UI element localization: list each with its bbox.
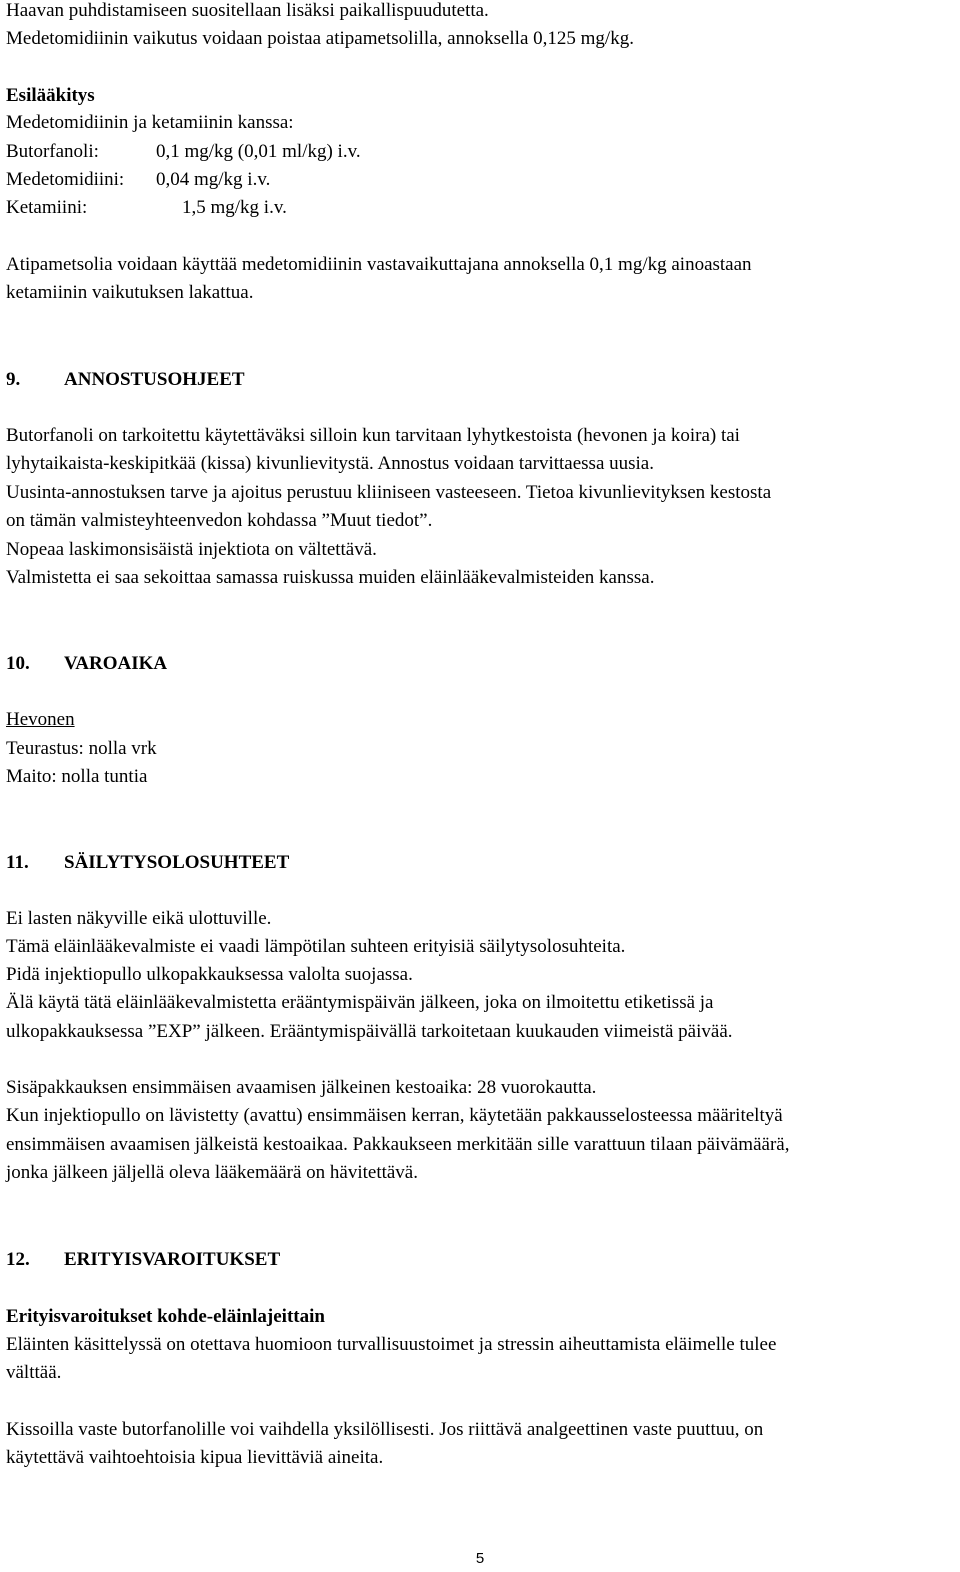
- premed-dose: 0,1 mg/kg (0,01 ml/kg) i.v.: [156, 141, 361, 162]
- section-title: SÄILYTYSOLOSUHTEET: [64, 852, 290, 873]
- premed-subtitle: Medetomidiinin ja ketamiinin kanssa:: [6, 112, 294, 133]
- intro-line-2: Medetomidiinin vaikutus voidaan poistaa atipametsolilla, annoksella 0,125 mg/kg.: [6, 28, 634, 49]
- premed-drug: Butorfanoli:: [6, 141, 99, 162]
- premed-note-line-2: ketamiinin vaikutuksen lakattua.: [6, 282, 254, 303]
- section-12-heading: [6, 1249, 280, 1271]
- section-11-line: Tämä eläinlääkevalmiste ei vaadi lämpötilan suhteen erityisiä säilytysolosuhteita.: [6, 936, 626, 957]
- section-11-line: jonka jälkeen jäljellä oleva lääkemäärä on hävitettävä.: [6, 1162, 418, 1183]
- premed-drug: Ketamiini:: [6, 197, 88, 218]
- section-12-line: Eläinten käsittelyssä on otettava huomioon turvallisuustoimet ja stressin aiheuttamista eläimelle tulee: [6, 1334, 777, 1355]
- premed-title: Esilääkitys: [6, 85, 95, 106]
- page-number: 5: [475, 1550, 485, 1567]
- section-title: VAROAIKA: [64, 653, 168, 674]
- premed-row: [6, 141, 361, 163]
- premed-row: [6, 197, 287, 219]
- section-number: 10.: [6, 653, 30, 674]
- section-9-line: Butorfanoli on tarkoitettu käytettäväksi silloin kun tarvitaan lyhytkestoista (hevonen ja koira) tai: [6, 425, 740, 446]
- section-11-line: ulkopakkauksessa ”EXP” jälkeen. Erääntymispäivällä tarkoitetaan kuukauden viimeistä päivää.: [6, 1021, 733, 1042]
- section-9-line: Nopeaa laskimonsisäistä injektiota on vältettävä.: [6, 539, 377, 560]
- section-11-line: Pidä injektiopullo ulkopakkauksessa valolta suojassa.: [6, 964, 413, 985]
- section-11-line: Älä käytä tätä eläinlääkevalmistetta erääntymispäivän jälkeen, joka on ilmoitettu etiketissä ja: [6, 992, 714, 1013]
- section-11-line: Kun injektiopullo on lävistetty (avattu) ensimmäisen kerran, käytetään pakkausselosteessa määriteltyä: [6, 1105, 783, 1126]
- premed-row: [6, 169, 270, 191]
- premed-note-line-1: Atipametsolia voidaan käyttää medetomidiinin vastavaikuttajana annoksella 0,1 mg/kg ainoastaan: [6, 254, 752, 275]
- section-number: 11.: [6, 852, 29, 873]
- premed-dose: 0,04 mg/kg i.v.: [156, 169, 271, 190]
- section-9-line: Uusinta-annostuksen tarve ja ajoitus perustuu kliiniseen vasteeseen. Tietoa kivunlievityksen kestosta: [6, 482, 772, 503]
- section-11-line: Ei lasten näkyville eikä ulottuville.: [6, 908, 272, 929]
- section-title: ERITYISVAROITUKSET: [64, 1249, 281, 1270]
- section-11-line: Sisäpakkauksen ensimmäisen avaamisen jälkeinen kestoaika: 28 vuorokautta.: [6, 1077, 597, 1098]
- section-9-line: Valmistetta ei saa sekoittaa samassa ruiskussa muiden eläinlääkevalmisteiden kanssa.: [6, 567, 655, 588]
- section-12-line: välttää.: [6, 1362, 62, 1383]
- premed-dose: 1,5 mg/kg i.v.: [182, 197, 287, 218]
- section-number: 9.: [6, 369, 21, 390]
- section-number: 12.: [6, 1249, 30, 1270]
- section-title: ANNOSTUSOHJEET: [64, 369, 245, 390]
- section-12-subtitle: Erityisvaroitukset kohde-eläinlajeittain: [6, 1306, 325, 1327]
- section-9-heading: [6, 369, 245, 391]
- section-9-line: on tämän valmisteyhteenvedon kohdassa ”Muut tiedot”.: [6, 510, 433, 531]
- section-11-line: ensimmäisen avaamisen jälkeistä kestoaikaa. Pakkaukseen merkitään sille varattuun tilaan päivämäärä,: [6, 1134, 790, 1155]
- section-12-line: käytettävä vaihtoehtoisia kipua lievittäviä aineita.: [6, 1447, 384, 1468]
- section-12-line: Kissoilla vaste butorfanolille voi vaihdella yksilöllisesti. Jos riittävä analgeettinen vaste puuttuu, on: [6, 1419, 764, 1440]
- section-9-line: lyhytaikaista-keskipitkää (kissa) kivunlievitystä. Annostus voidaan tarvittaessa uusia.: [6, 453, 654, 474]
- section-10-heading: [6, 653, 167, 675]
- section-11-heading: [6, 852, 289, 874]
- section-10-line: Teurastus: nolla vrk: [6, 738, 157, 759]
- intro-line-1: Haavan puhdistamiseen suositellaan lisäksi paikallispuudutetta.: [6, 0, 489, 21]
- premed-drug: Medetomidiini:: [6, 169, 125, 190]
- section-10-line: Maito: nolla tuntia: [6, 766, 148, 787]
- section-10-species: Hevonen: [6, 709, 75, 730]
